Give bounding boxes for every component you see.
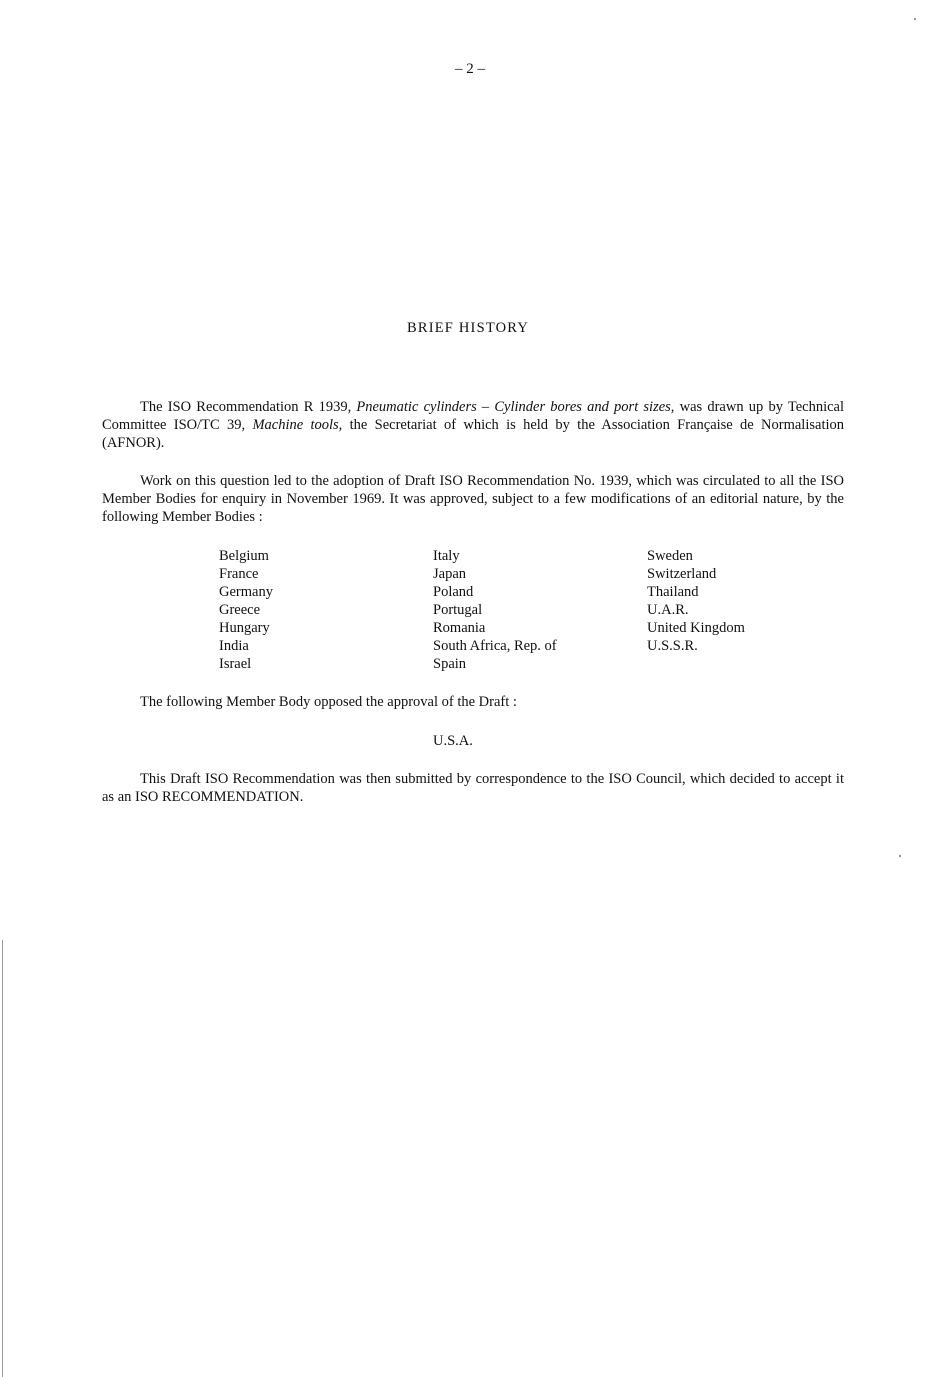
country-item: Switzerland	[647, 566, 717, 582]
section-title: BRIEF HISTORY	[406, 320, 530, 336]
country-item: Germany	[219, 584, 273, 600]
country-item: Spain	[433, 656, 467, 672]
country-item: Japan	[433, 566, 467, 582]
scan-speck	[899, 855, 901, 857]
conclusion-text: This Draft ISO Recommendation was then submitted by correspondence to the ISO Council, which decided to accept it as an ISO RECOMMENDATION.	[102, 771, 844, 805]
country-item: United Kingdom	[647, 620, 745, 636]
country-item: Romania	[433, 620, 486, 636]
scan-edge-line	[2, 940, 3, 1377]
recommendation-title: Pneumatic cylinders – Cylinder bores and port sizes,	[356, 399, 675, 415]
country-item: Poland	[433, 584, 474, 600]
intro-after-title: was drawn up by Technical Committee ISO/TC 39,	[102, 399, 845, 433]
country-item: U.S.S.R.	[647, 638, 698, 654]
country-column-3	[647, 547, 745, 655]
country-item: Portugal	[433, 602, 483, 618]
intro-end: the Secretariat of which is held by the Association Française de Normalisation (AFNOR).	[102, 417, 845, 451]
country-item: Greece	[219, 602, 261, 618]
country-column-2	[433, 547, 557, 673]
opposed-statement: The following Member Body opposed the approval of the Draft :	[140, 694, 517, 710]
adoption-text: Work on this question led to the adoption of Draft ISO Recommendation No. 1939, which was circulated to all the ISO Member Bodies for enquiry in November 1969. It was approved, subject to a few modifications of an editorial nature, by the following Member Bodies :	[102, 473, 844, 525]
country-column-1	[219, 547, 273, 673]
country-item: Italy	[433, 548, 460, 564]
conclusion-paragraph	[102, 770, 844, 806]
committee-name: Machine tools,	[252, 417, 343, 433]
adoption-paragraph	[102, 472, 844, 526]
country-item: Hungary	[219, 620, 270, 636]
country-item: U.A.R.	[647, 602, 689, 618]
country-item: South Africa, Rep. of	[433, 638, 557, 654]
opposing-member-body: U.S.A.	[433, 733, 473, 749]
page-number: – 2 –	[455, 61, 485, 77]
intro-paragraph	[102, 398, 844, 452]
country-item: Sweden	[647, 548, 693, 564]
intro-before-title: The ISO Recommendation R 1939,	[140, 399, 357, 415]
country-item: Thailand	[647, 584, 699, 600]
country-item: Belgium	[219, 548, 269, 564]
country-item: Israel	[219, 656, 252, 672]
country-item: India	[219, 638, 249, 654]
scan-speck	[914, 18, 916, 20]
country-item: France	[219, 566, 259, 582]
